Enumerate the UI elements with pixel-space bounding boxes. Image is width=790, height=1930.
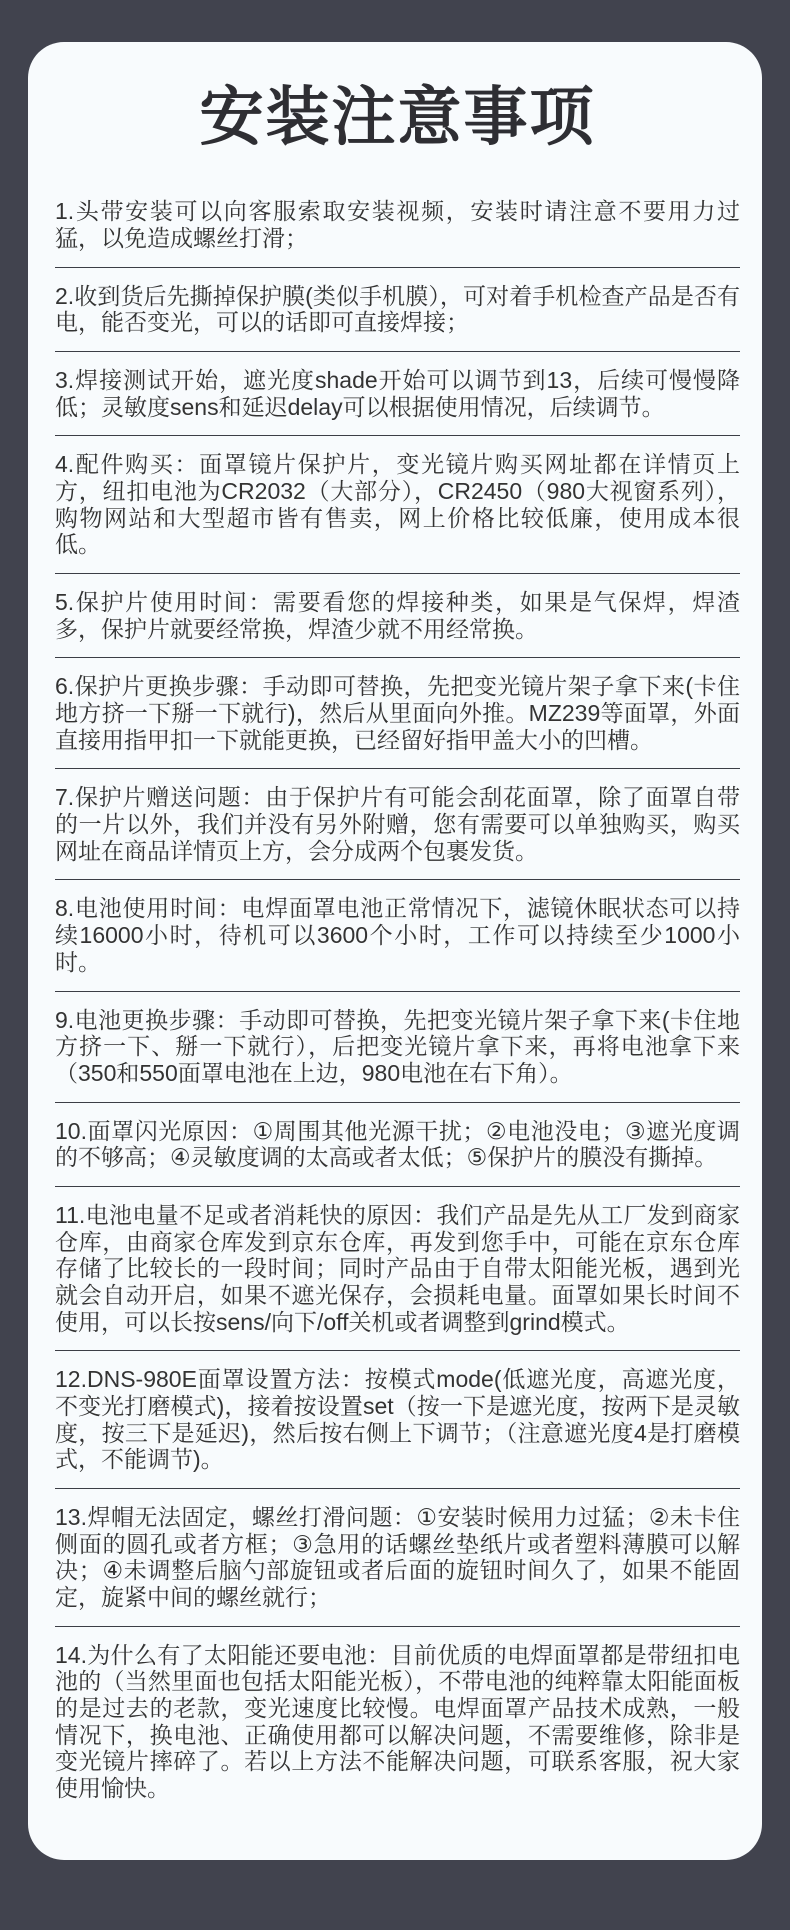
instruction-item-13: [55, 1504, 740, 1611]
instruction-item-7: [55, 784, 740, 864]
divider: [55, 1626, 740, 1627]
instruction-item-11: [55, 1202, 740, 1335]
instruction-list: [55, 198, 740, 1801]
divider: [55, 351, 740, 352]
divider: [55, 1488, 740, 1489]
divider: [55, 573, 740, 574]
divider: [55, 1186, 740, 1187]
divider: [55, 267, 740, 268]
instruction-text-2: 2.收到货后先撕掉保护膜(类似手机膜），可对着手机检查产品是否有电，能否变光，可以的话即可直接焊接；: [55, 282, 740, 336]
divider: [55, 657, 740, 658]
instruction-item-4: [55, 451, 740, 558]
divider: [55, 991, 740, 992]
instruction-text-14: 14.为什么有了太阳能还要电池：目前优质的电焊面罩都是带纽扣电池的（当然里面也包括太阳能光板），不带电池的纯粹靠太阳能面板的是过去的老款，变光速度比较慢。电焊面罩产品技术成熟，一般情况下，换电池、正确使用都可以解决问题，不需要维修，除非是变光镜片摔碎了。若以上方法不能解决问题，可联系客服，祝大家使用愉快。: [55, 1641, 740, 1801]
instructions-card: [28, 42, 762, 1860]
divider: [55, 1350, 740, 1351]
instruction-item-12: [55, 1366, 740, 1473]
instruction-item-5: [55, 589, 740, 642]
instruction-text-12: 12.DNS-980E面罩设置方法：按模式mode(低遮光度，高遮光度，不变光打磨模式)，接着按设置set（按一下是遮光度，按两下是灵敏度，按三下是延迟)，然后按右侧上下调节；（注意遮光度4是打磨模式，不能调节)。: [55, 1366, 740, 1473]
instruction-item-10: [55, 1118, 740, 1171]
divider: [55, 768, 740, 769]
page-title: 安装注意事项: [199, 81, 596, 153]
instruction-text-6: 6.保护片更换步骤：手动即可替换，先把变光镜片架子拿下来(卡住地方挤一下掰一下就行)，然后从里面向外推。MZ239等面罩，外面直接用指甲扣一下就能更换，已经留好指甲盖大小的凹槽。: [55, 673, 740, 753]
divider: [55, 1102, 740, 1103]
instruction-item-2: [55, 283, 740, 336]
instruction-text-3: 3.焊接测试开始，遮光度shade开始可以调节到13，后续可慢慢降低；灵敏度sens和延迟delay可以根据使用情况，后续调节。: [55, 367, 740, 420]
instruction-item-6: [55, 673, 740, 753]
instruction-text-9: 9.电池更换步骤：手动即可替换，先把变光镜片架子拿下来(卡住地方挤一下、掰一下就行），后把变光镜片拿下来，再将电池拿下来（350和550面罩电池在上边，980电池在右下角）。: [55, 1006, 740, 1086]
divider: [55, 879, 740, 880]
instruction-item-9: [55, 1007, 740, 1087]
instruction-text-11: 11.电池电量不足或者消耗快的原因：我们产品是先从工厂发到商家仓库，由商家仓库发到京东仓库，再发到您手中，可能在京东仓库存储了比较长的一段时间；同时产品由于自带太阳能光板，遇到光就会自动开启，如果不遮光保存，会损耗电量。面罩如果长时间不使用，可以长按sens/向下/off关机或者调整到grind模式。: [55, 1201, 740, 1335]
instruction-text-1: 1.头带安装可以向客服索取安装视频，安装时请注意不要用力过猛，以免造成螺丝打滑；: [55, 198, 740, 252]
instruction-item-1: [55, 198, 740, 251]
instruction-text-8: 8.电池使用时间：电焊面罩电池正常情况下，滤镜休眠状态可以持续16000小时，待机可以3600个小时，工作可以持续至少1000小时。: [55, 895, 740, 975]
instruction-text-4: 4.配件购买：面罩镜片保护片，变光镜片购买网址都在详情页上方，纽扣电池为CR2032（大部分），CR2450（980大视窗系列），购物网站和大型超市皆有售卖，网上价格比较低廉，使用成本很低。: [55, 451, 740, 558]
instruction-item-8: [55, 895, 740, 975]
instruction-text-13: 13.焊帽无法固定，螺丝打滑问题：①安装时候用力过猛；②未卡住侧面的圆孔或者方框；③急用的话螺丝垫纸片或者塑料薄膜可以解决；④未调整后脑勺部旋钮或者后面的旋钮时间久了，如果不能固定，旋紧中间的螺丝就行；: [55, 1503, 740, 1610]
divider: [55, 435, 740, 436]
instruction-item-14: [55, 1642, 740, 1802]
instruction-text-10: 10.面罩闪光原因：①周围其他光源干扰；②电池没电；③遮光度调的不够高；④灵敏度调的太高或者太低；⑤保护片的膜没有撕掉。: [55, 1117, 740, 1171]
instruction-text-5: 5.保护片使用时间：需要看您的焊接种类，如果是气保焊，焊渣多，保护片就要经常换，焊渣少就不用经常换。: [55, 589, 740, 642]
instruction-item-3: [55, 367, 740, 420]
instruction-text-7: 7.保护片赠送问题：由于保护片有可能会刮花面罩，除了面罩自带的一片以外，我们并没有另外附赠，您有需要可以单独购买，购买网址在商品详情页上方，会分成两个包裹发货。: [55, 784, 740, 864]
